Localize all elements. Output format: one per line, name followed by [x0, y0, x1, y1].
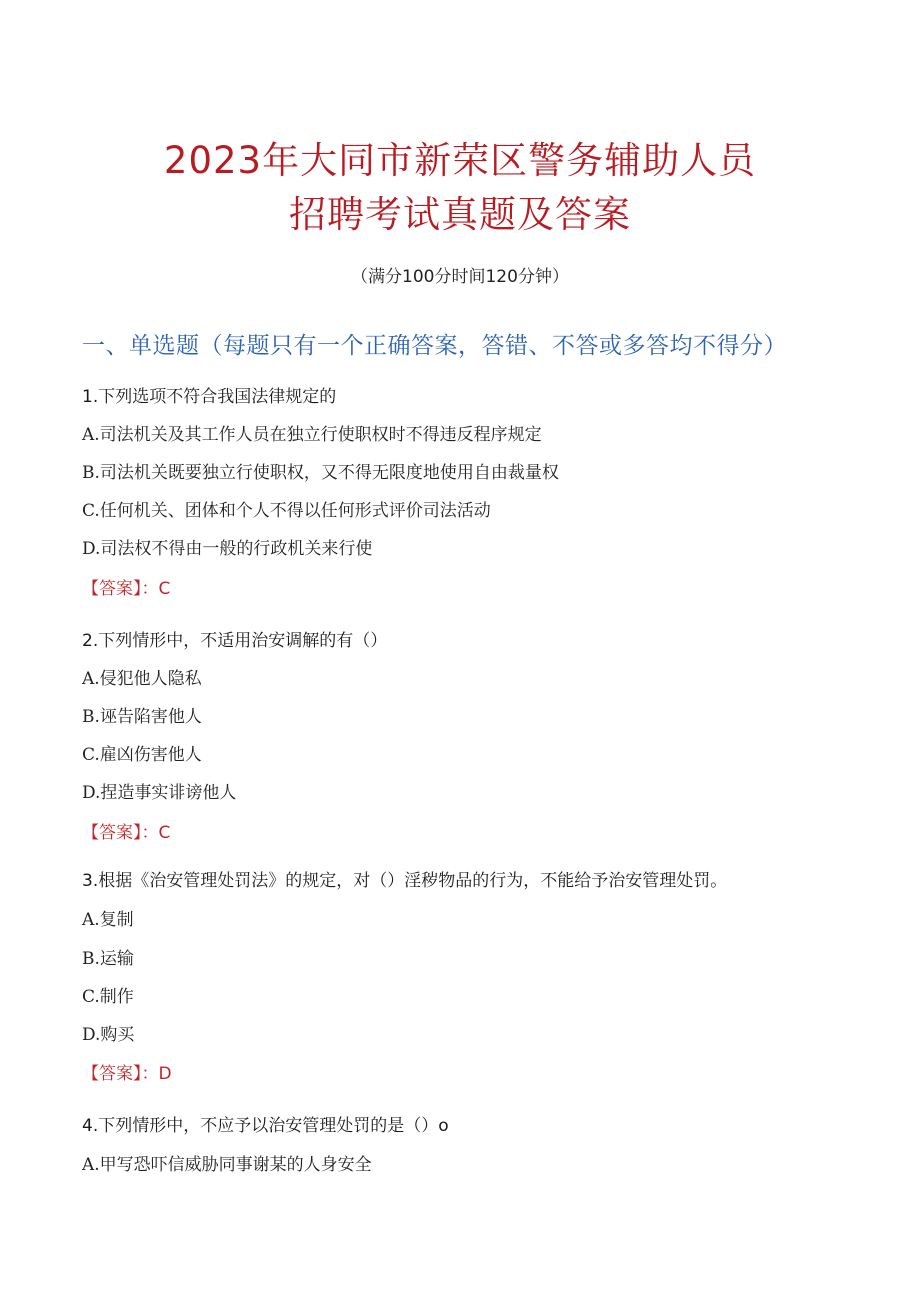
question-2-option-b: B.诬告陷害他人	[82, 707, 202, 727]
question-1-answer: 【答案】：C	[82, 579, 171, 599]
document-title-line2: 招聘考试真题及答案	[289, 193, 631, 236]
question-3-option-a: A.复制	[82, 910, 134, 930]
question-2-option-d: D.捏造事实诽谤他人	[82, 783, 237, 803]
question-4-stem: 4.下列情形中，不应予以治安管理处罚的是（）o	[82, 1116, 449, 1136]
question-2-stem: 2.下列情形中，不适用治安调解的有（）	[82, 631, 388, 651]
question-4-option-a: A.甲写恐吓信威胁同事谢某的人身安全	[82, 1155, 372, 1175]
question-3-option-b: B.运输	[82, 949, 134, 969]
document-title-line1: 2023年大同市新荣区警务辅助人员	[163, 139, 757, 182]
question-3-option-d: D.购买	[82, 1025, 135, 1045]
question-3-option-c: C.制作	[82, 987, 134, 1007]
question-1-option-c: C.任何机关、团体和个人不得以任何形式评价司法活动	[82, 501, 491, 521]
question-3-stem: 3.根据《治安管理处罚法》的规定，对（）淫秽物品的行为，不能给予治安管理处罚。	[82, 871, 728, 891]
section-heading: 一、单选题（每题只有一个正确答案，答错、不答或多答均不得分）	[82, 333, 787, 359]
question-1-option-a: A.司法机关及其工作人员在独立行使职权时不得违反程序规定	[82, 425, 542, 445]
question-1-stem: 1.下列选项不符合我国法律规定的	[82, 387, 337, 407]
question-1-option-b: B.司法机关既要独立行使职权，又不得无限度地使用自由裁量权	[82, 463, 559, 483]
question-1-option-d: D.司法权不得由一般的行政机关来行使	[82, 539, 373, 559]
question-2-option-a: A.侵犯他人隐私	[82, 669, 202, 689]
question-2-option-c: C.雇凶伤害他人	[82, 745, 202, 765]
exam-info: （满分100分时间120分钟）	[351, 267, 569, 287]
question-2-answer: 【答案】：C	[82, 823, 171, 843]
question-3-answer: 【答案】：D	[82, 1064, 172, 1084]
